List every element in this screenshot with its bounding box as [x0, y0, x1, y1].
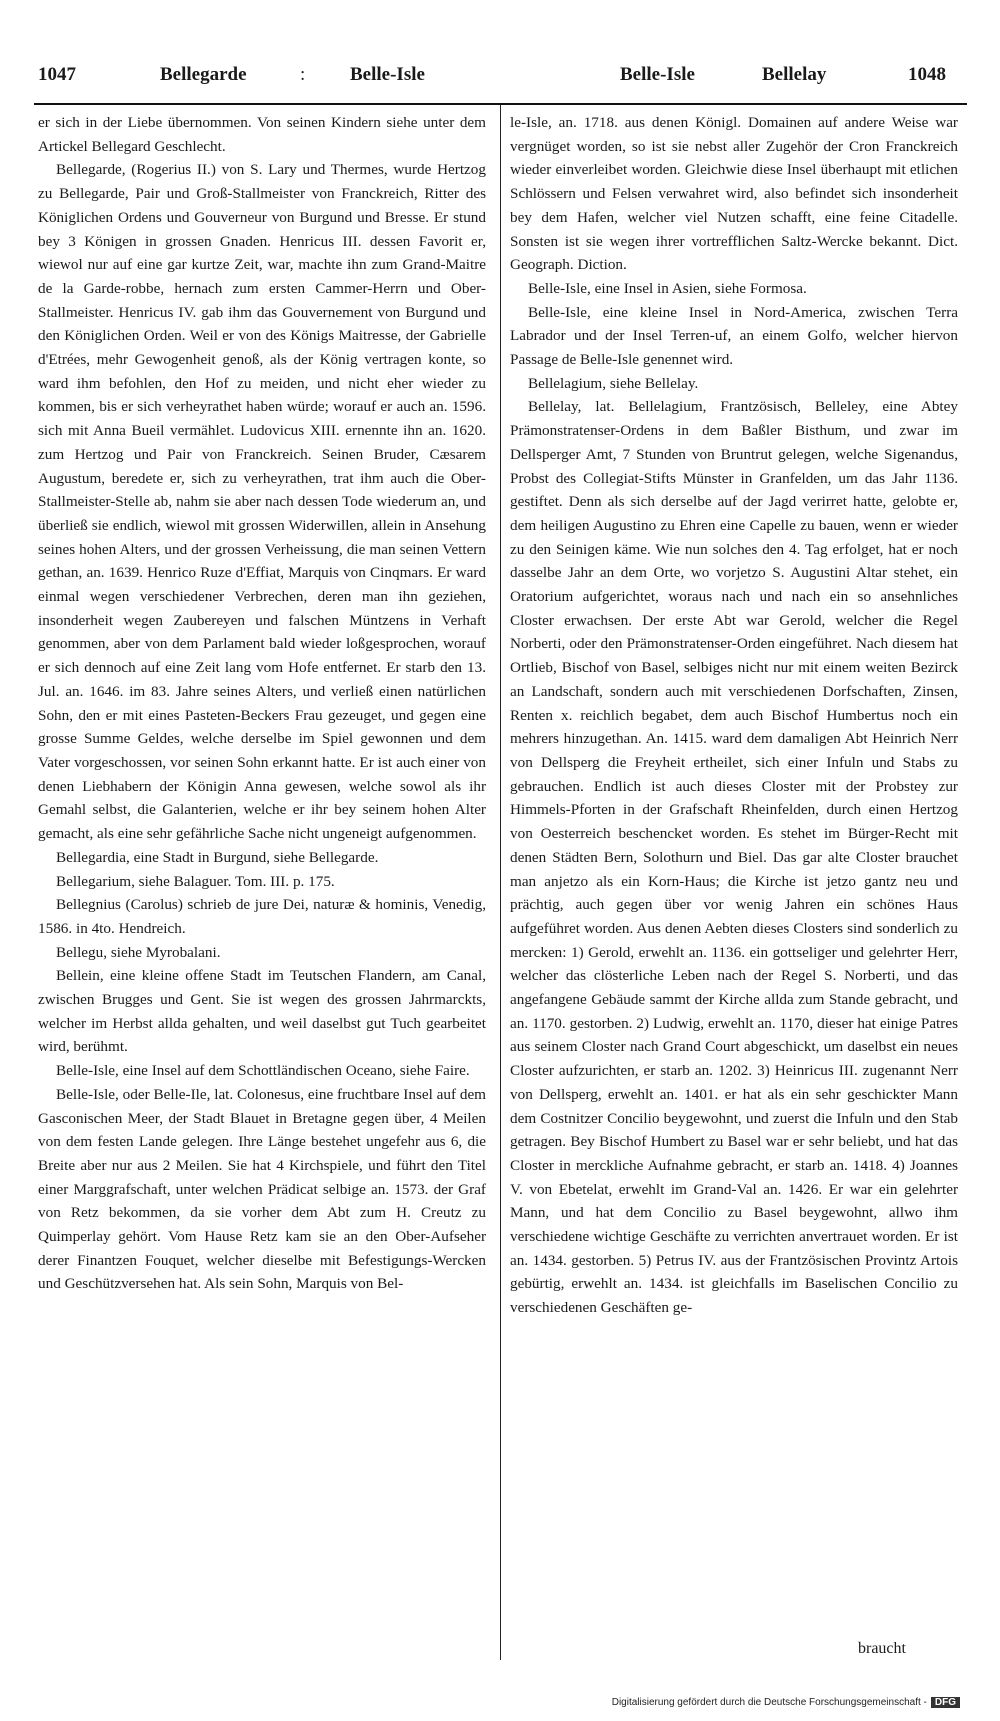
entry-paragraph: Belle-Isle, eine Insel in Asien, siehe Formosa. [528, 279, 807, 297]
header-word-center-right: Belle-Isle [620, 64, 695, 85]
entry-paragraph: Bellegarde, (Rogerius II.) von S. Lary und Thermes, wurde Hertzog zu Bellegarde, Pair und Groß-Stallmeister von Franckreich, Ritter des Königlichen Ordens und Gouverneur von Burgund und Bresse. Er stund bey 3 Königen in grossen Gnaden. Henricus III. dessen Favorit er, wiewol nur auf eine gar kurtze Zeit, war, machte ihn zum Grand-Maitre de la Garde-robbe, hernach zum ersten Cammer-Herrn und Ober-Stallmeister. Henricus IV. gab ihm das Gouvernement von Burgund und den Königlichen Orden. Weil er von des Königs Maitresse, der Gabrielle d'Etrées, mehr Gewogenheit genoß, als der König vertragen konte, so ward ihm befohlen, den Hof zu meiden, und nicht eher wieder zu kommen, bis er sich verheyrathet haben würde; worauf er auch an. 1596. sich mit Anna Bueil vermählet. Ludovicus XIII. ernennte ihn an. 1620. zum Hertzog und Pair von Franckreich. Seinen Bruder, Cæsarem Augustum, beredete er, sich zu verheyrathen, trat ihm auch die Ober-Stallmeister-Stelle ab, nahm sie aber nach dessen Tode wiederum an, und überließ sie endlich, wiewol mit grossen Widerwillen, allein in Ansehung seines hohen Alters, und der grossen Verheissung, die man seinen Vettern gethan, an. 1639. Henrico Ruze d'Effiat, Marquis von Cinqmars. Er ward einmal wegen verschiedener Verbrechen, deren man ihn geziehen, insonderheit wegen Zaubereyen und falschen Müntzens in Verhaft genommen, aber von dem Parlament bald wieder loßgesprochen, worauf er sich dennoch auf eine Zeit lang vom Hofe entfernet. Er starb den 13. Jul. an. 1646. im 83. Jahre seines Alters, und verließ einen natürlichen Sohn, den er mit eines Pasteten-Beckers Frau gezeuget, und gegen eine grosse Summe Geldes, welche derselbe im Spiel gewonnen und dem Vater vorgeschossen, vor seinen Sohn erkannt hatte. Er ist auch einer von denen Liebhabern der Königin Anna gewesen, welche sowol als ihr Gemahl selbst, die Galanterien, welche er ihr bey seinem hohen Alter gemacht, als eine sehr gefährliche Sache nicht ungeneigt aufgenommen. [38, 161, 486, 843]
entry-paragraph: Bellelay, lat. Bellelagium, Frantzösisch, Belleley, eine Abtey Prämonstratenser-Ordens in dem Baßler Bisthum, und zwar im Dellsperger Amt, 7 Stunden von Bruntrut gelegen, welche Sigenandus, Probst des Collegiat-Stifts Münster in Granfelden, um das Jahr 1136. gestiftet. Denn als sich derselbe auf der Jagd verirret hatte, gelobte er, dem heiligen Augustino zu Ehren eine Capelle zu bauen, wenn er wieder zu den Seinigen käme. Wie nun solches den 4. Tag erfolget, hat er noch dasselbe Jahr an dem Orte, wo vorjetzo S. Augustini Altar stehet, ein Oratorium aufgerichtet, woraus nach und nach ein so ansehnliches Closter erwachsen. Der erste Abt war Gerold, welcher die Regel Norberti, oder den Prämonstratenser-Orden eingeführet. Nach diesem hat Ortlieb, Bischof von Basel, selbiges nicht nur mit einem weiten Bezirck an Landschaft, sondern auch mit verschiedenen Dorfschaften, Zinsen, Renten x. reichlich begabet, dem auch Bischof Humbertus noch ein mehrers hinzugethan. An. 1415. ward dem damaligen Abt Heinrich Nerr von Dellsperg die Freyheit ertheilet, sich einer Infuln und Stabs zu gebrauchen. Endlich ist auch dieses Closter mit der Probstey zur Himmels-Pforten in der Grafschaft Rheinfelden, durch einen Hertzog von Oesterreich beschencket worden. Es stehet im Bürger-Recht mit denen Städten Bern, Solothurn und Biel. Das gar alte Closter brauchet man anjetzo als ein Korn-Haus; die Kirche ist jetzo gantz neu und prächtig, auch gegen über vor wenig Jahren ein schönes Haus aufgeführet worden. Aus denen Aebten dieses Closters sind sonderlich zu mercken: 1) Gerold, erwehlt an. 1136. ein gottseliger und gelehrter Herr, welcher das clösterliche Leben nach der Regel S. Norberti, und das angefangene Gebäude sammt der Kirche allda zum Stande gebracht, und an. 1170. gestorben. 2) Ludwig, erwehlt an. 1170, dieser hat einige Patres aus seinem Closter nach Grand Court abgeschickt, um daselbst ein neues Closter aufzurichten, er starb an. 1202. 3) Heinricus III. zugenannt Nerr von Dellsperg, erwehlt an. 1401. er hat als ein sehr geschickter Mann dem Costnitzer Concilio beygewohnt, und zuerst die Infuln und den Stab getragen. Bey Bischof Humbert zu Basel war er sehr beliebt, und hat das Closter in merckliche Aufnahme gebracht, er starb an. 1418. 4) Joannes V. von Ebetelat, erwehlt im Grand-Val an. 1426. Er war ein gelehrter Mann, und hat dem Concilio zu Basel beygewohnt, allwo ihm verschiedene wichtige Geschäfte zu verrichten anvertrauet worden. Er ist an. 1434. gestorben. 5) Petrus IV. aus der Frantzösischen Provintz Artois gebürtig, erwehlt an. 1434. ist gleichfalls im Baselischen Concilio zu verschiedenen Geschäften ge- [510, 398, 958, 1317]
left-column [38, 111, 486, 1656]
footer-credit-text: Digitalisierung gefördert durch die Deutsche Forschungsgemeinschaft - [611, 1697, 927, 1708]
entry-paragraph: Bellegarium, siehe Balaguer. Tom. III. p. 175. [56, 872, 335, 890]
right-column [510, 111, 958, 1656]
page-number-left: 1047 [38, 64, 76, 85]
entry-paragraph: le-Isle, an. 1718. aus denen Königl. Domainen auf andere Weise war vergnüget worden, so ist sie nebst aller Zugehör der Cron Franckreich wieder einverleibet worden. Gleichwie diese Insel überhaupt mit etlichen Schlössern und Felsen verwahret wird, also befindet sich insonderheit bey dem Hafen, welcher viel Nutzen schafft, eine feine Citadelle. Sonsten ist sie wegen ihrer vortrefflichen Saltz-Wercke bekannt. Dict. Geograph. Diction. [510, 114, 958, 274]
entry-paragraph: Bellelagium, siehe Bellelay. [528, 374, 699, 392]
column-divider [500, 105, 501, 1660]
entry-paragraph: Bellegardia, eine Stadt in Burgund, siehe Bellegarde. [56, 848, 379, 866]
header-word-left: Bellegarde [160, 64, 247, 85]
entry-paragraph: Belle-Isle, eine Insel auf dem Schottländischen Oceano, siehe Faire. [56, 1062, 470, 1080]
entry-paragraph: Belle-Isle, eine kleine Insel in Nord-America, zwischen Terra Labrador und der Insel Terren-uf, an einem Golfo, welcher hiervon Passage de Belle-Isle genennet wird. [510, 303, 958, 369]
dfg-badge: DFG [931, 1697, 960, 1708]
header-mark: : [300, 64, 306, 85]
entry-paragraph: Bellein, eine kleine offene Stadt im Teutschen Flandern, am Canal, zwischen Brugges und Gent. Sie ist wegen des grossen Jahrmarckts, welcher im Herbst allda gehalten, und weil daselbst gut Tuch gearbeitet wird, berühmt. [38, 967, 486, 1056]
header-word-center-left: Belle-Isle [350, 64, 425, 85]
entry-paragraph: er sich in der Liebe übernommen. Von seinen Kindern siehe unter dem Artickel Bellegard Geschlecht. [38, 114, 486, 155]
footer-credit [612, 1697, 960, 1708]
catchword: braucht [858, 1640, 906, 1657]
entry-paragraph: Belle-Isle, oder Belle-Ile, lat. Colonesus, eine fruchtbare Insel auf dem Gasconischen Meer, der Stadt Blauet in Bretagne gegen über, 4 Meilen von dem festen Lande gelegen. Ihre Länge bestehet ungefehr aus 6, die Breite aber nur aus 2 Meilen. Sie hat 4 Kirchspiele, und führt den Titel einer Marggrafschaft, unter welchen Prädicat selbige an. 1573. der Graf von Retz bekommen, da sie vorher dem Abt zum H. Creutz zu Quimperlay gehört. Vom Hause Retz kam sie an den Ober-Aufseher derer Finantzen Fouquet, welcher dieselbe mit Befestigungs-Wercken und Geschützversehen hat. Als sein Sohn, Marquis von Bel- [38, 1085, 486, 1293]
entry-paragraph: Bellegnius (Carolus) schrieb de jure Dei, naturæ & hominis, Venedig, 1586. in 4to. Hendreich. [38, 896, 486, 937]
entry-paragraph: Bellegu, siehe Myrobalani. [56, 943, 221, 961]
page-number-right: 1048 [908, 64, 946, 85]
header-word-right: Bellelay [762, 64, 827, 85]
